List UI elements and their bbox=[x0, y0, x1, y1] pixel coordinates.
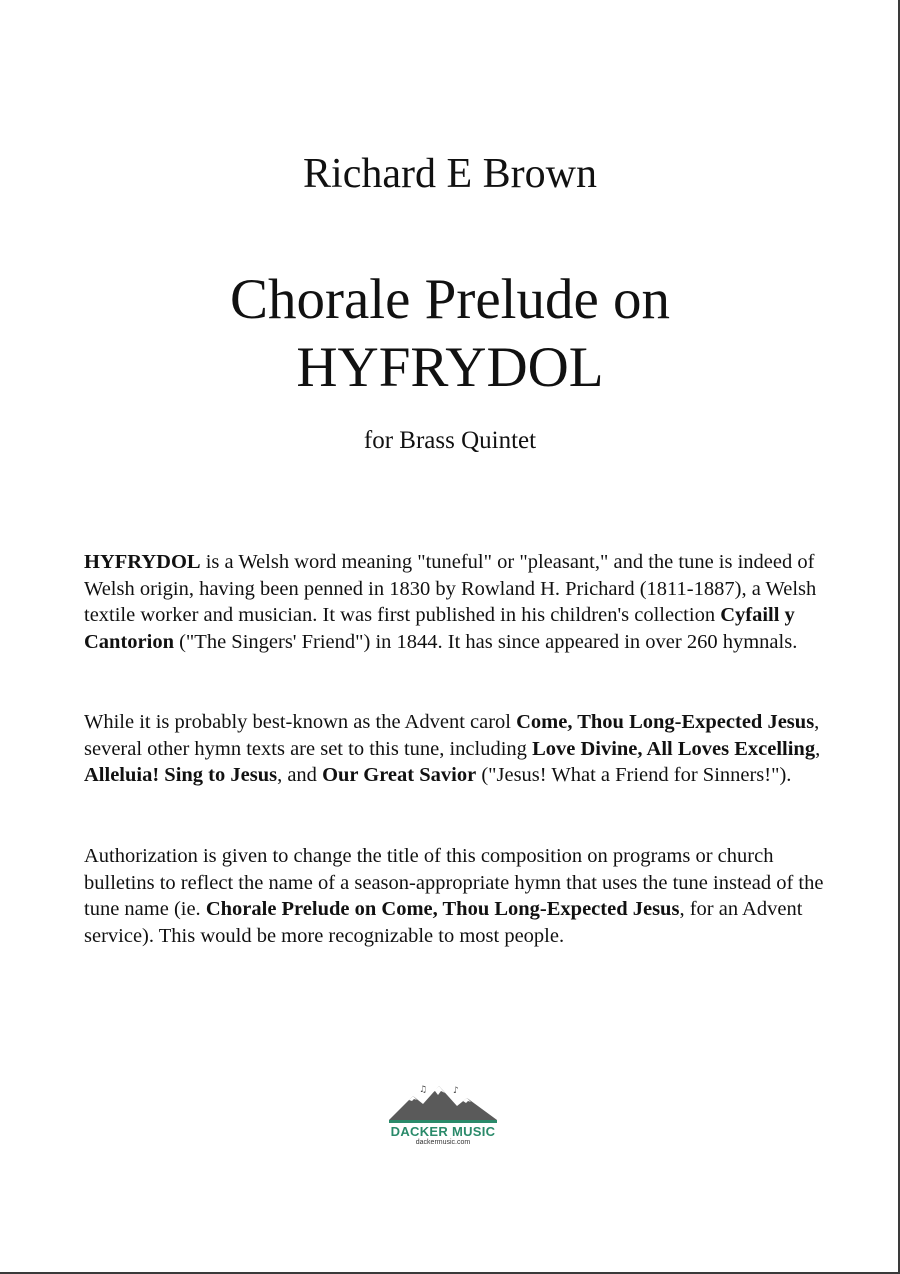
hymn-title: Our Great Savior bbox=[322, 764, 477, 787]
tune-name: HYFRYDOL bbox=[84, 551, 201, 573]
alternate-title: Chorale Prelude on Come, Thou Long-Expected Jesus bbox=[205, 898, 680, 921]
title-line-2: HYFRYDOL bbox=[296, 336, 604, 399]
publisher-name: DACKER MUSIC bbox=[390, 1124, 496, 1139]
mountain-logo-icon bbox=[383, 1082, 503, 1126]
text-span: Authorization is given to change the title of this composition on programs or church bulletins to reflect the name of a season-appropriate hymn that uses the tune instead of the tune name (ie. bbox=[84, 845, 824, 921]
paragraph-1 bbox=[84, 549, 834, 655]
text-span: , bbox=[815, 737, 821, 760]
svg-text:♫: ♫ bbox=[419, 1085, 428, 1095]
text-span: , for an Advent service). This would be more recognizable to most people. bbox=[84, 898, 803, 947]
text-span: is a Welsh word meaning "tuneful" or "pleasant," and the tune is indeed of Welsh origin, having been penned in 1830 by Rowland H. Prichard (1811-1887), a Welsh textile worker and musician. It was first published in his children's collection bbox=[84, 551, 817, 627]
publisher-url: dackermusic.com bbox=[415, 1139, 471, 1146]
text-span: ("The Singers' Friend") in 1844. It has since appeared in over 260 hymnals. bbox=[173, 630, 798, 653]
page-title bbox=[0, 266, 900, 402]
paragraph-3 bbox=[84, 843, 834, 949]
text-span: , and bbox=[277, 764, 323, 787]
text-span: ("Jesus! What a Friend for Sinners!"). bbox=[476, 764, 792, 787]
title-line-1: Chorale Prelude on bbox=[229, 268, 671, 331]
svg-text:♪: ♪ bbox=[453, 1086, 459, 1096]
composer-name: Richard E Brown bbox=[303, 151, 597, 197]
text-span: , several other hymn texts are set to this tune, including bbox=[84, 711, 820, 760]
collection-name: Cyfaill y Cantorion bbox=[84, 604, 795, 653]
text-span: While it is probably best-known as the Advent carol bbox=[84, 711, 517, 733]
hymn-title: Alleluia! Sing to Jesus bbox=[84, 764, 278, 787]
paragraph-2 bbox=[84, 709, 834, 789]
hymn-title: Love Divine, All Loves Excelling bbox=[532, 737, 816, 760]
publisher-logo bbox=[378, 1082, 508, 1152]
hymn-title: Come, Thou Long-Expected Jesus bbox=[516, 711, 815, 733]
subtitle: for Brass Quintet bbox=[363, 427, 537, 454]
